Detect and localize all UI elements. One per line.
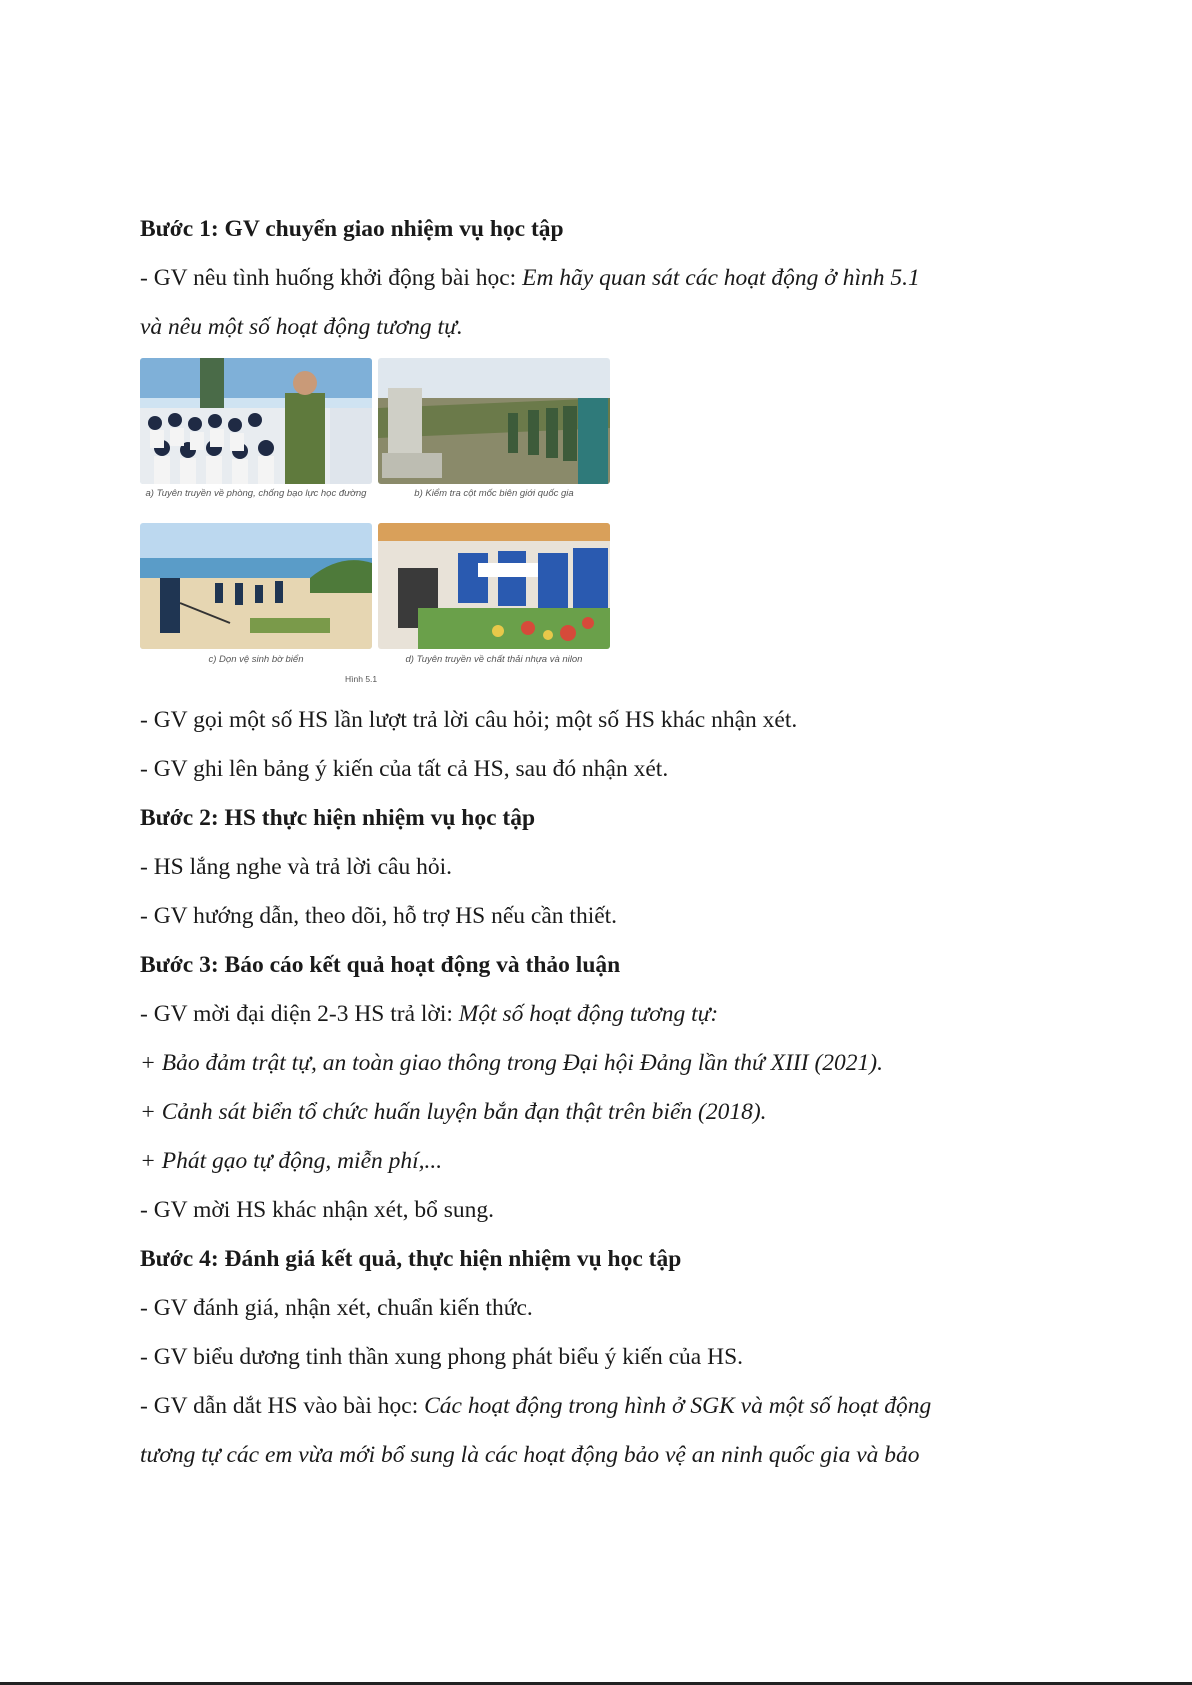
step3-item-text: + Bảo đảm trật tự, an toàn giao thông trong Đại hội Đảng lần thứ XIII (2021). (140, 1050, 883, 1076)
step4-final (140, 1382, 1060, 1431)
caption-c: c) Dọn vệ sinh bờ biển (208, 654, 304, 665)
step1-intro-plain: - GV nêu tình huống khởi động bài học: (140, 265, 523, 291)
step1-line: - GV gọi một số HS lần lượt trả lời câu hỏi; một số HS khác nhận xét. (140, 707, 798, 733)
step4-line: - GV biểu dương tinh thần xung phong phát biểu ý kiến của HS. (140, 1344, 744, 1370)
step4-final-italic: Các hoạt động trong hình ở SGK và một số hoạt động (424, 1393, 932, 1419)
step4-final-cont (140, 1431, 1060, 1480)
document-page (140, 205, 1060, 1480)
photo-plastic-waste-campaign (378, 523, 610, 649)
step1-intro (140, 254, 1060, 303)
step3-item (140, 1137, 1060, 1186)
photo-classroom-talk (140, 358, 372, 484)
photo-beach-cleanup (140, 523, 372, 649)
step3-item-text: + Cảnh sát biển tổ chức huấn luyện bắn đạn thật trên biển (2018). (140, 1099, 767, 1125)
step3-line-italic: Một số hoạt động tương tự: (458, 1001, 719, 1027)
step3-line-plain: - GV mời đại diện 2-3 HS trả lời: (140, 1001, 459, 1027)
caption-a: a) Tuyên truyền về phòng, chống bạo lực học đường (145, 488, 367, 499)
step1-intro-italic-2: và nêu một số hoạt động tương tự. (140, 314, 463, 340)
step2-heading: Bước 2: HS thực hiện nhiệm vụ học tập (140, 805, 536, 831)
step2-line: - HS lắng nghe và trả lời câu hỏi. (140, 854, 452, 880)
caption-d: d) Tuyên truyền về chất thải nhựa và nilon (405, 654, 583, 665)
figure-5-1 (140, 358, 610, 688)
step1-line: - GV ghi lên bảng ý kiến của tất cả HS, sau đó nhận xét. (140, 756, 669, 782)
step3-line (140, 990, 1060, 1039)
step3-item (140, 1039, 1060, 1088)
figure-label: Hình 5.1 (345, 674, 378, 684)
step4-line: - GV đánh giá, nhận xét, chuẩn kiến thức. (140, 1295, 533, 1321)
step1-intro-italic: Em hãy quan sát các hoạt động ở hình 5.1 (522, 265, 920, 291)
step4-final-italic-2: tương tự các em vừa mới bổ sung là các hoạt động bảo vệ an ninh quốc gia và bảo (140, 1442, 920, 1468)
step1-intro-cont (140, 303, 1060, 352)
caption-b: b) Kiểm tra cột mốc biên giới quốc gia (414, 488, 574, 499)
step4-final-plain: - GV dẫn dắt HS vào bài học: (140, 1393, 425, 1419)
step2-line: - GV hướng dẫn, theo dõi, hỗ trợ HS nếu cần thiết. (140, 903, 618, 929)
step1-heading: Bước 1: GV chuyển giao nhiệm vụ học tập (140, 216, 564, 242)
step3-item-text: + Phát gạo tự động, miễn phí,... (140, 1148, 443, 1174)
step4-heading: Bước 4: Đánh giá kết quả, thực hiện nhiệm vụ học tập (140, 1246, 682, 1272)
step3-heading: Bước 3: Báo cáo kết quả hoạt động và thảo luận (140, 952, 621, 978)
step3-line: - GV mời HS khác nhận xét, bổ sung. (140, 1197, 495, 1223)
photo-border-marker (378, 358, 610, 484)
step3-item (140, 1088, 1060, 1137)
